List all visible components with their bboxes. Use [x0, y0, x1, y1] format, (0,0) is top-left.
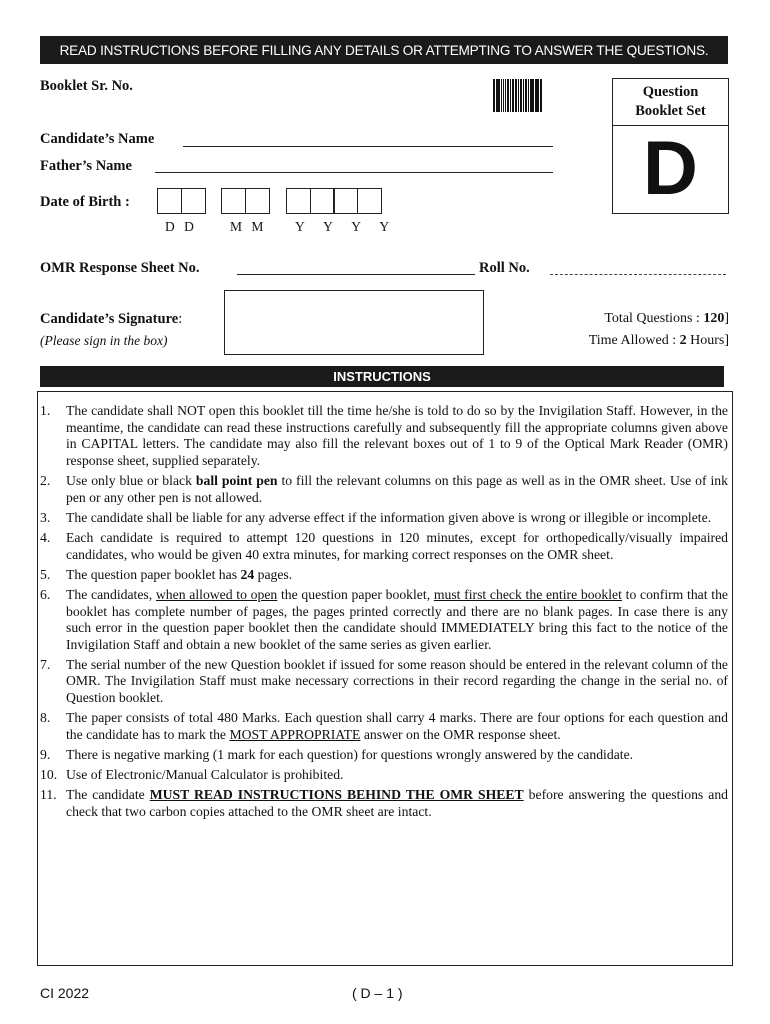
- instruction-text-part: MUST READ INSTRUCTIONS BEHIND THE OMR SHEET: [149, 787, 524, 803]
- instruction-number: 2.: [40, 472, 51, 488]
- dob-box[interactable]: [157, 188, 182, 214]
- instruction-item: [40, 747, 728, 764]
- instruction-text: [66, 510, 728, 527]
- dob-label: Date of Birth :: [40, 194, 130, 210]
- instruction-item: [40, 473, 728, 506]
- dob-day-boxes[interactable]: [157, 188, 204, 214]
- instruction-text-part: There is negative marking (1 mark for each question) for questions wrongly answered by the candidate.: [66, 747, 634, 763]
- barcode-icon: [493, 79, 543, 112]
- signature-hint: (Please sign in the box): [40, 333, 168, 348]
- instruction-item: [40, 530, 728, 563]
- dob-month-boxes[interactable]: [221, 188, 268, 214]
- time-allowed-unit: Hours: [690, 333, 725, 348]
- instruction-number: 7.: [40, 656, 51, 672]
- dob-year-boxes[interactable]: [286, 188, 380, 214]
- instruction-text-part: The question paper booklet has: [66, 566, 241, 582]
- booklet-set-label-line2: Booklet Set: [635, 103, 706, 119]
- signature-colon: :: [178, 311, 183, 327]
- total-questions-bracket: ]: [724, 311, 729, 326]
- barcode-bar: [505, 79, 506, 112]
- dob-box[interactable]: [181, 188, 206, 214]
- instruction-text-part: The serial number of the new Question booklet if issued for some reason should be entered in the relevant column of the OMR. The Invigilation Staff must make necessary corrections in their record regarding the change in the serial no. of Question booklet.: [66, 656, 728, 706]
- instruction-text: [66, 530, 728, 563]
- instruction-item: [40, 767, 728, 784]
- instruction-text: [66, 787, 728, 820]
- instruction-item: [40, 710, 728, 743]
- instruction-number: 11.: [40, 787, 57, 803]
- barcode-bar: [538, 79, 539, 112]
- instruction-number: 4.: [40, 529, 51, 545]
- instruction-text-part: The paper consists of total 480 Marks. Each question shall carry 4 marks. There are four options for each question and the candidate has to mark the: [66, 710, 728, 742]
- dob-caption-yyyy: Y Y Y Y: [295, 219, 398, 234]
- signature-label: [40, 311, 182, 328]
- barcode-bar: [493, 79, 495, 112]
- instruction-text-part: before answering the questions and check that two carbon copies attached to the OMR sheet are intact.: [66, 787, 729, 819]
- candidate-name-field[interactable]: [183, 146, 553, 147]
- instruction-text-part: 24: [240, 566, 255, 582]
- instruction-item: [40, 510, 728, 527]
- booklet-set-letter: D: [643, 126, 698, 211]
- instruction-number: 6.: [40, 586, 51, 602]
- instruction-text-part: ball point pen: [195, 472, 278, 488]
- dob-box[interactable]: [245, 188, 270, 214]
- instruction-text-part: when allowed to open: [155, 586, 278, 602]
- page-number: ( D – 1 ): [352, 985, 403, 1001]
- barcode-bar: [533, 79, 534, 112]
- barcode-bar: [540, 79, 542, 112]
- instruction-text: [66, 587, 728, 653]
- dob-box[interactable]: [286, 188, 311, 214]
- instructions-title: INSTRUCTIONS: [40, 366, 724, 387]
- instruction-text-part: The candidates,: [66, 586, 156, 602]
- total-questions: [604, 311, 729, 327]
- instruction-text-part: answer on the OMR response sheet.: [360, 726, 561, 742]
- instruction-text-part: to fill the relevant columns on this page as well as in the OMR sheet. Use of ink pen or any other pen is not allowed.: [66, 472, 728, 505]
- dob-box[interactable]: [333, 188, 358, 214]
- dob-caption-mm: M M: [230, 219, 267, 234]
- instruction-item: [40, 587, 728, 653]
- roll-no-field[interactable]: [550, 274, 726, 275]
- instruction-text: [66, 710, 728, 743]
- instruction-item: [40, 657, 728, 707]
- dob-caption-dd: D D: [165, 219, 197, 234]
- candidate-name-label: Candidate’s Name: [40, 131, 155, 147]
- time-allowed-value: 2: [679, 333, 687, 348]
- instruction-item: [40, 567, 728, 584]
- instruction-text: [66, 747, 728, 764]
- instruction-number: 10.: [40, 767, 58, 783]
- instruction-text: [66, 657, 728, 707]
- time-allowed-bracket: ]: [724, 333, 729, 348]
- total-questions-value: 120: [703, 311, 725, 326]
- instruction-text-part: MOST APPROPRIATE: [229, 726, 361, 742]
- instruction-text-part: Each candidate is required to attempt 120 questions in 120 minutes, except for orthopedically/visually impaired candidates, who would be given 40 extra minutes, for marking correct responses on the OMR sheet.: [66, 529, 728, 562]
- instruction-text: [66, 767, 728, 784]
- roll-no-label: Roll No.: [479, 260, 530, 276]
- signature-label-text: Candidate’s Signature: [40, 311, 179, 327]
- barcode-bar: [510, 79, 511, 112]
- instruction-text-part: The candidate: [66, 787, 150, 803]
- barcode-bar: [498, 79, 500, 112]
- instruction-number: 3.: [40, 509, 51, 525]
- instruction-number: 1.: [40, 403, 51, 418]
- footer-code: CI 2022: [40, 985, 90, 1001]
- instruction-text-part: must first check the entire booklet: [433, 586, 622, 602]
- instruction-text-part: the question paper booklet,: [277, 586, 434, 602]
- instruction-text: [66, 473, 728, 506]
- booklet-set-label-line1: Question: [642, 84, 699, 100]
- time-allowed: [589, 333, 729, 349]
- dob-box[interactable]: [221, 188, 246, 214]
- father-name-field[interactable]: [155, 172, 553, 173]
- instructions-warning-banner: READ INSTRUCTIONS BEFORE FILLING ANY DETAILS OR ATTEMPTING TO ANSWER THE QUESTIONS.: [40, 36, 728, 64]
- instruction-text-part: pages.: [254, 566, 293, 582]
- time-allowed-label: Time Allowed :: [588, 333, 677, 348]
- signature-box[interactable]: [224, 290, 484, 355]
- total-questions-label: Total Questions :: [604, 311, 700, 326]
- dob-box[interactable]: [310, 188, 335, 214]
- instruction-item: [40, 787, 728, 820]
- booklet-sr-no-label: Booklet Sr. No.: [40, 78, 133, 94]
- instruction-text-part: to confirm that the booklet has complete number of pages, the pages printed correctly and there are no blank pages. In case there is any such error in the question paper booklet then the candidate should IMMEDIATELY bring this fact to the notice of the Invigilation Staff and obtain a new booklet of the same series as given earlier.: [66, 586, 728, 652]
- booklet-set-box: [612, 78, 729, 214]
- instructions-list: [40, 403, 728, 824]
- instruction-text-part: Use only blue or black: [66, 472, 196, 488]
- instruction-text-part: Use of Electronic/Manual Calculator is prohibited.: [66, 767, 344, 783]
- dob-box[interactable]: [357, 188, 382, 214]
- instruction-number: 9.: [40, 747, 51, 763]
- instruction-text-part: The candidate shall be liable for any adverse effect if the information given above is wrong or illegible or incomplete.: [66, 509, 712, 525]
- barcode-bar: [528, 79, 529, 112]
- instruction-text-part: The candidate shall NOT open this booklet till the time he/she is told to do so by the Invigilation Staff. However, in the meantime, the candidate can read these instructions carefully and subsequently fill the appropriate columns given above in CAPITAL letters. The candidate may also fill the relevant boxes out of 1 to 9 of the Optical Mark Reader (OMR) response sheet, supplied separately.: [66, 403, 728, 468]
- instruction-number: 5.: [40, 566, 51, 582]
- omr-sheet-no-field[interactable]: [237, 274, 475, 275]
- barcode-bar: [516, 79, 517, 112]
- instruction-item: [40, 403, 728, 469]
- instruction-number: 8.: [40, 710, 51, 726]
- instruction-text: [66, 567, 728, 584]
- omr-sheet-no-label: OMR Response Sheet No.: [40, 260, 200, 276]
- instruction-text: [66, 403, 728, 469]
- barcode-bar: [521, 79, 522, 112]
- father-name-label: Father’s Name: [40, 158, 132, 174]
